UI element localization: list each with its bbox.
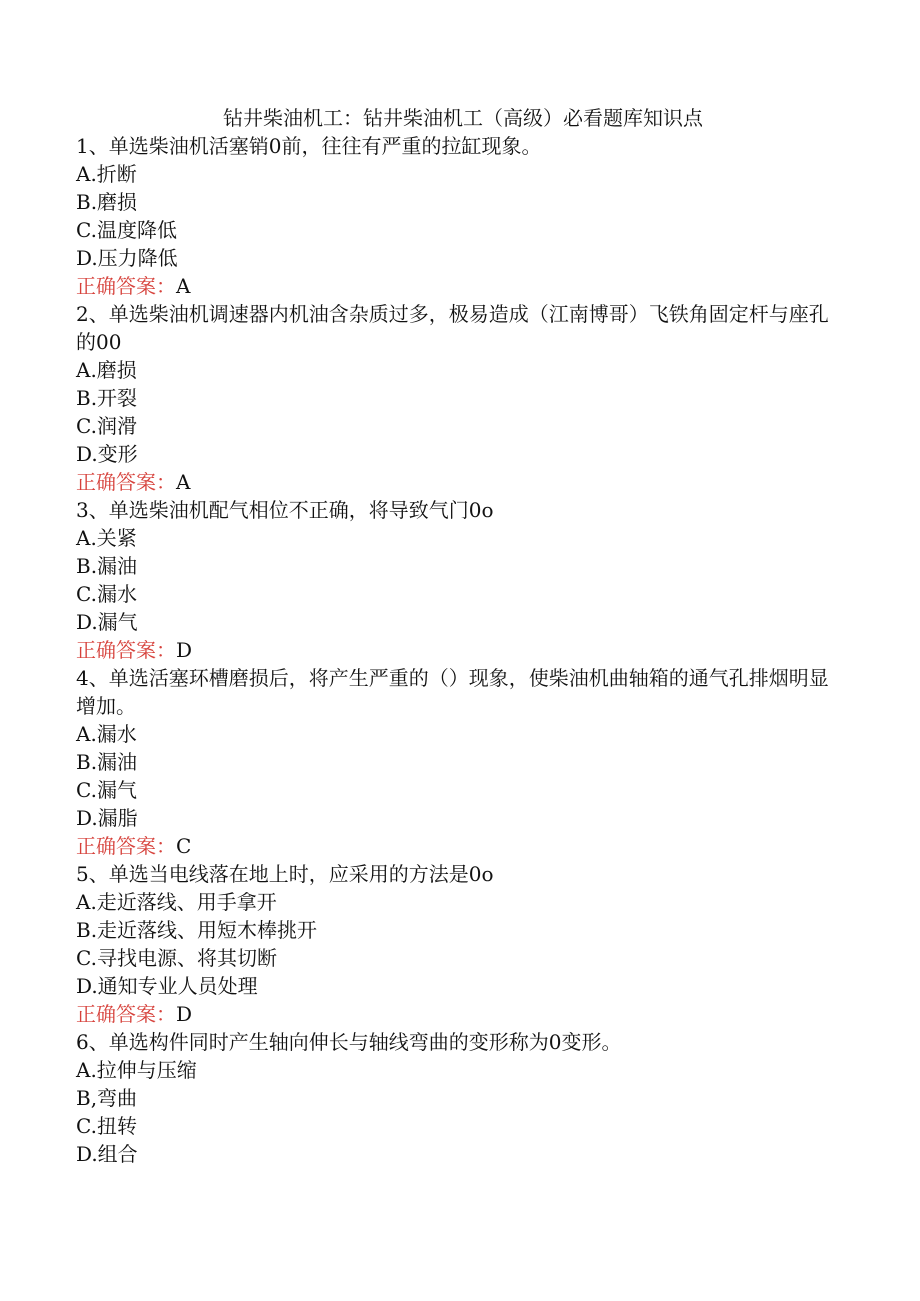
answer-value: A xyxy=(176,470,191,494)
option-a: A.走近落线、用手拿开 xyxy=(76,890,277,914)
document-title: 钻井柴油机工：钻井柴油机工（高级）必看题库知识点 xyxy=(223,106,703,130)
option-b: B.漏油 xyxy=(76,554,138,578)
answer-label: 正确答案： xyxy=(76,470,176,494)
option-d: D.变形 xyxy=(76,442,138,466)
option-a: A.漏水 xyxy=(76,722,137,746)
question-block-5 xyxy=(76,860,836,1028)
option-b: B.磨损 xyxy=(76,190,138,214)
answer-line xyxy=(76,832,836,860)
option-c: C.扭转 xyxy=(76,1114,137,1138)
option-c: C.温度降低 xyxy=(76,218,177,242)
answer-value: A xyxy=(176,274,191,298)
option-b: B.开裂 xyxy=(76,386,138,410)
option-d: D.压力降低 xyxy=(76,246,178,270)
answer-label: 正确答案： xyxy=(76,834,176,858)
question-text: 6、单选构件同时产生轴向伸长与轴线弯曲的变形称为0变形。 xyxy=(76,1030,622,1054)
question-block-4 xyxy=(76,664,836,860)
option-a: A.折断 xyxy=(76,162,137,186)
answer-line xyxy=(76,468,836,496)
option-c: C.漏气 xyxy=(76,778,137,802)
answer-line xyxy=(76,1000,836,1028)
answer-value: D xyxy=(176,638,193,662)
answer-line xyxy=(76,636,836,664)
option-c: C.润滑 xyxy=(76,414,137,438)
option-b: B.漏油 xyxy=(76,750,138,774)
answer-label: 正确答案： xyxy=(76,274,176,298)
question-block-6 xyxy=(76,1028,836,1168)
option-b: B.走近落线、用短木棒挑开 xyxy=(76,918,318,942)
answer-label: 正确答案： xyxy=(76,1002,176,1026)
option-d: D.漏脂 xyxy=(76,806,138,830)
answer-line xyxy=(76,272,836,300)
option-d: D.通知专业人员处理 xyxy=(76,974,258,998)
option-d: D.漏气 xyxy=(76,610,138,634)
answer-value: C xyxy=(176,834,192,858)
option-a: A.磨损 xyxy=(76,358,137,382)
option-a: A.拉伸与压缩 xyxy=(76,1058,197,1082)
question-text: 3、单选柴油机配气相位不正确，将导致气门0o xyxy=(76,498,494,522)
option-b: B,弯曲 xyxy=(76,1086,138,1110)
question-block-3 xyxy=(76,496,836,664)
option-d: D.组合 xyxy=(76,1142,138,1166)
question-block-1 xyxy=(76,132,836,300)
question-block-2 xyxy=(76,300,836,496)
question-text: 2、单选柴油机调速器内机油含杂质过多，极易造成（江南博哥）飞铁角固定杆与座孔的00 xyxy=(76,302,829,354)
document-page xyxy=(76,104,836,1168)
question-text: 4、单选活塞环槽磨损后，将产生严重的（）现象，使柴油机曲轴箱的通气孔排烟明显增加。 xyxy=(76,666,829,718)
question-text: 5、单选当电线落在地上时，应采用的方法是0o xyxy=(76,862,494,886)
answer-label: 正确答案： xyxy=(76,638,176,662)
option-c: C.寻找电源、将其切断 xyxy=(76,946,277,970)
option-c: C.漏水 xyxy=(76,582,137,606)
question-text: 1、单选柴油机活塞销0前，往往有严重的拉缸现象。 xyxy=(76,134,542,158)
answer-value: D xyxy=(176,1002,193,1026)
option-a: A.关紧 xyxy=(76,526,137,550)
